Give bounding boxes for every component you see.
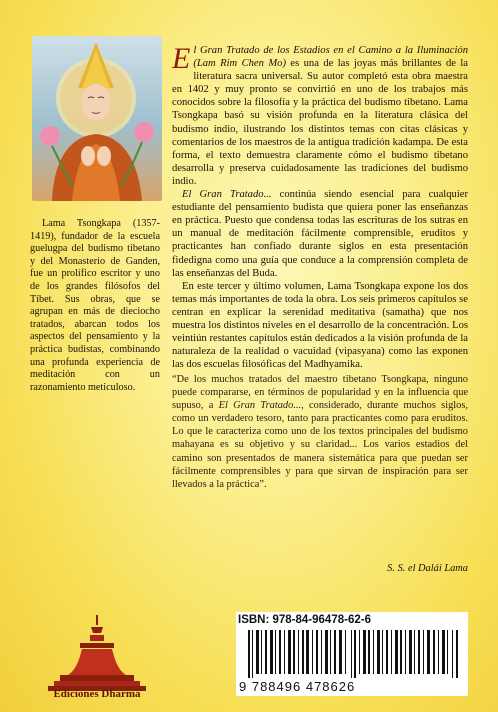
description-text bbox=[172, 44, 468, 371]
barcode-icon bbox=[248, 630, 460, 678]
publisher-name: Ediciones Dharma bbox=[53, 688, 141, 700]
quote-signature: S. S. el Dalái Lama bbox=[387, 563, 468, 574]
quote-part-2: , considerado, durante muchos siglos, como un verdadero tesoro, tanto para practicantes como para eruditos. Lo que le caracteriza como uno de los textos principales del budismo mahayana es su objetivo y su claridad... Los varios estadios del camino son presentados de manera sistemática para que puedan ser fácilmente comprensibles y para que sirvan de inspiración para ser llevados a la práctica”. bbox=[172, 400, 469, 490]
intro-text: es una de las joyas más brillantes de la literatura sacra universal. Su autor completó esta obra maestra en 1402 y muy pronto se convirtió en uno de los trabajos más conocidos sobre la filosofía y la práctica del budismo tibetano. Lama Tsongkapa basó su visión profunda en la literatura clásica del budismo indio, ilustrando los distintos temas con citas clásicas y comentarios de los maestros de la antigua tradición kadampa. De esta forma, el texto demuestra claramente cómo el budismo tibetano desarrolla y preserva cuidadosamente las tradiciones del budismo indio. bbox=[172, 58, 468, 187]
barcode-digits: 9 788496 478626 bbox=[239, 679, 356, 694]
quote-title: El Gran Tratado... bbox=[218, 400, 302, 412]
quote-part-1: “De los muchos tratados del maestro tibetano Tsongkapa, ninguno puede compararse, en términos de popularidad y en la influencia que supuso, a bbox=[172, 374, 468, 412]
drop-cap: E bbox=[172, 42, 191, 75]
book-title: l Gran Tratado de los Estadios en el Camino a la Iluminación (Lam Rim Chen Mo) bbox=[193, 45, 468, 70]
tsongkapa-portrait bbox=[32, 36, 162, 201]
paragraph-2 bbox=[172, 188, 468, 280]
intro-paragraph bbox=[172, 44, 468, 188]
book-title-short: El Gran Tratado... bbox=[182, 189, 272, 201]
isbn-label: ISBN: 978-84-96478-62-6 bbox=[238, 614, 371, 626]
paragraph-2-text: continúa siendo esencial para cualquier estudiante del pensamiento budista que quiera poner las enseñanzas en práctica. Puesto que condensa todas las escrituras de los sutras en un manual de meditación fácilmente comprensible, eruditos y practicantes han confiado durante siglos en esta presentación fidedigna como una guía que conduce a la comprensión completa de las enseñanzas del Buda. bbox=[172, 189, 468, 279]
dalai-lama-quote bbox=[172, 373, 468, 491]
paragraph-3: En este tercer y último volumen, Lama Tsongkapa expone los dos temas más importantes de toda la obra. Los seis primeros capítulos se centran en explicar la serenidad meditativa (samatha) que nos muestra los distintos niveles en el desarrollo de la concentración. Los veintiún restantes capítulos están dedicados a la visión profunda de la naturaleza de la realidad o vacuidad (vipasyana) como las exponen las dos escuelas filosóficas del Madhyamika. bbox=[172, 280, 468, 371]
author-caption: Lama Tsongkapa (1357-1419), fundador de la escuela guelugpa del budismo tibetano y del Monasterio de Ganden, fue un prolífico escritor y uno de los grandes filósofos del Tíbet. Sus obras, que se agrupan en más de dieciocho tratados, abarcan todos los aspectos del pensamiento y la práctica budistas, combinando una profunda experiencia de meditación con un razonamiento meticuloso. bbox=[30, 218, 160, 393]
